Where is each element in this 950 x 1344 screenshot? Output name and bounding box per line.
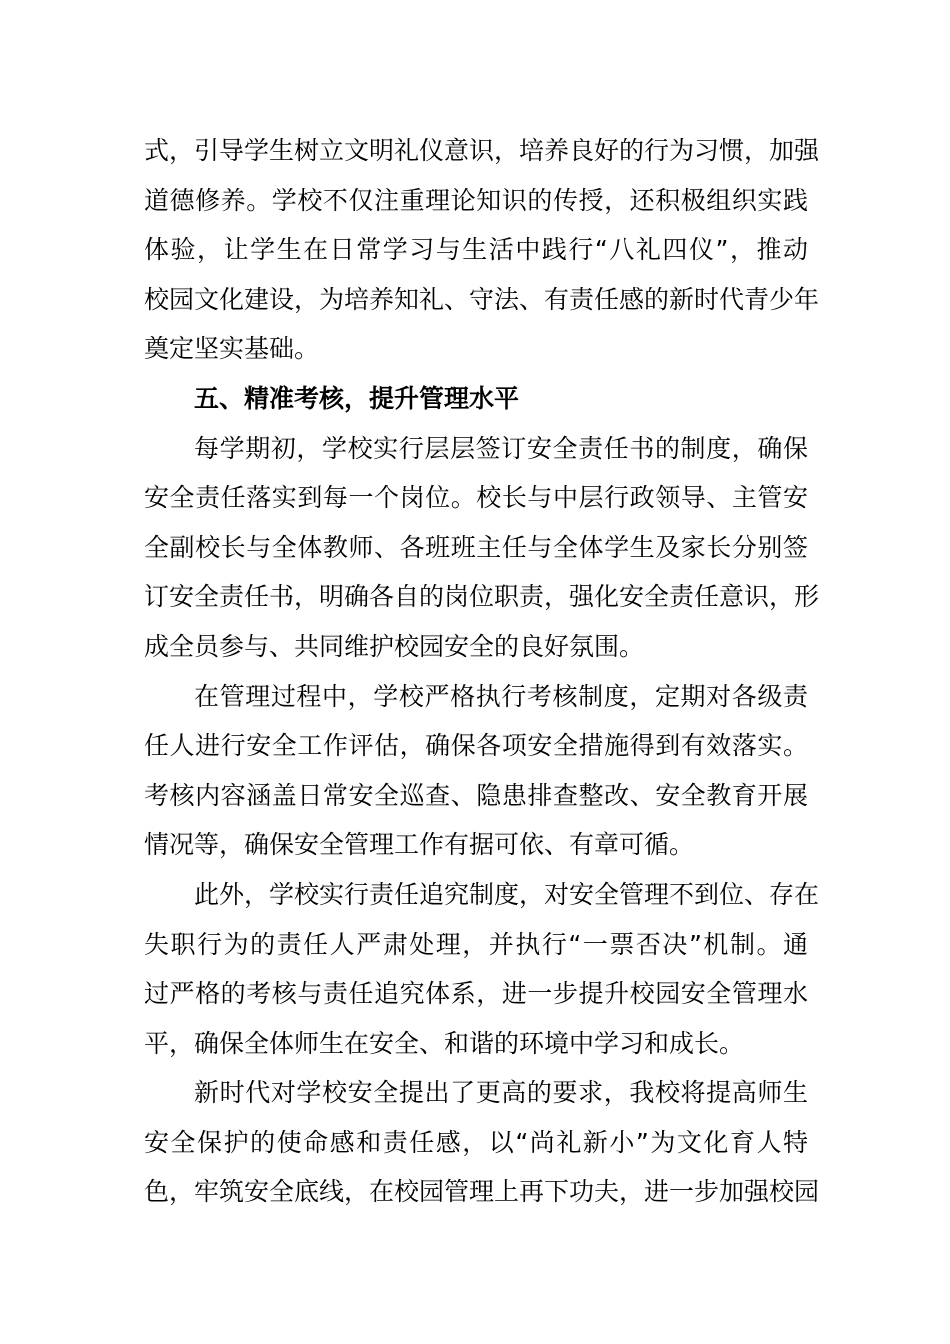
section-heading-text: 五、精准考核，提升管理水平	[194, 383, 520, 413]
document-body	[144, 126, 820, 1217]
paragraph-new-era	[144, 1068, 820, 1217]
text-line: 体验，让学生在日常学习与生活中践行“八礼四仪”，推动	[144, 235, 808, 265]
text-line: 道德修养。学校不仅注重理论知识的传授，还积极组织实践	[144, 185, 808, 215]
text-line: 色，牢筑安全底线，在校园管理上再下功夫，进一步加强校园	[144, 1177, 820, 1207]
text-line: 平，确保全体师生在安全、和谐的环境中学习和成长。	[144, 1028, 745, 1058]
text-line: 全副校长与全体教师、各班班主任与全体学生及家长分别签	[144, 532, 808, 562]
text-line: 在管理过程中，学校严格执行考核制度，定期对各级责	[194, 681, 808, 711]
text-line: 奠定坚实基础。	[144, 334, 320, 364]
text-line: 过严格的考核与责任追究体系，进一步提升校园安全管理水	[144, 979, 808, 1009]
text-line: 此外，学校实行责任追究制度，对安全管理不到位、存在	[194, 879, 820, 909]
text-line: 新时代对学校安全提出了更高的要求，我校将提高师生	[194, 1078, 808, 1108]
text-line: 安全责任落实到每一个岗位。校长与中层行政领导、主管安	[144, 483, 808, 513]
text-line: 每学期初，学校实行层层签订安全责任书的制度，确保	[194, 433, 808, 463]
text-line: 失职行为的责任人严肃处理，并执行“一票否决”机制。通	[144, 929, 808, 959]
text-line: 成全员参与、共同维护校园安全的良好氛围。	[144, 631, 645, 661]
section-heading	[144, 374, 808, 424]
paragraph-continuation	[144, 126, 820, 374]
paragraph-responsibility	[144, 424, 820, 672]
text-line: 订安全责任书，明确各自的岗位职责，强化安全责任意识，形	[144, 582, 820, 612]
text-line: 式，引导学生树立文明礼仪意识，培养良好的行为习惯，加强	[144, 136, 820, 165]
paragraph-accountability	[144, 870, 820, 1068]
text-line: 任人进行安全工作评估，确保各项安全措施得到有效落实。	[144, 731, 808, 761]
text-line: 考核内容涵盖日常安全巡查、隐患排查整改、安全教育开展	[144, 780, 808, 810]
text-line: 安全保护的使命感和责任感，以“尚礼新小”为文化育人特	[144, 1127, 808, 1157]
text-line: 校园文化建设，为培养知礼、守法、有责任感的新时代青少年	[144, 284, 820, 314]
paragraph-assessment	[144, 672, 808, 870]
text-line: 情况等，确保安全管理工作有据可依、有章可循。	[144, 830, 695, 860]
